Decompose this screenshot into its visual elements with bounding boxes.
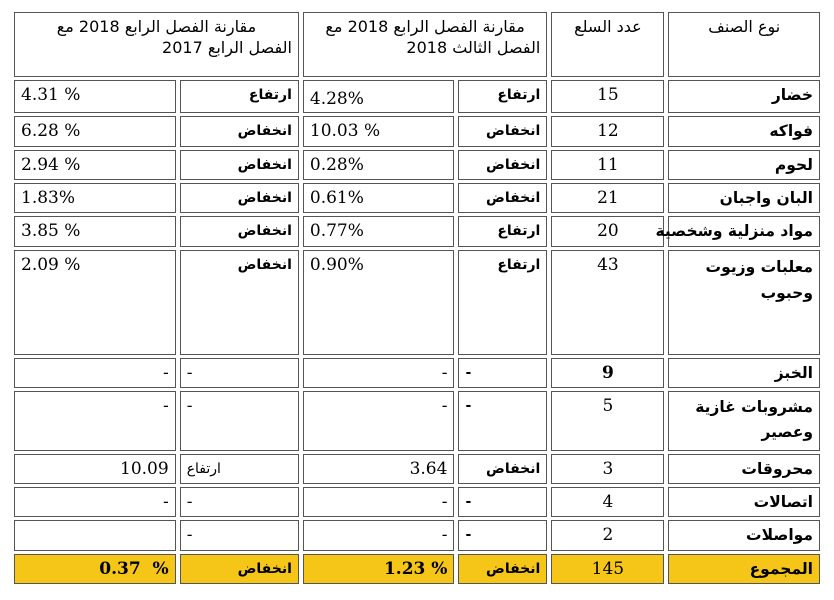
row-count: 11	[551, 150, 664, 180]
row-q3-value: -	[303, 358, 455, 388]
table-row	[14, 454, 820, 484]
row-2017-direction: -	[180, 487, 299, 517]
row-q3-direction: -	[458, 487, 547, 517]
row-2017-value: 4.31 %	[14, 80, 176, 114]
table-row	[14, 183, 820, 213]
header-count: عدد السلع	[551, 12, 664, 77]
row-count: 9	[551, 358, 664, 388]
row-2017-direction: ارتفاع	[180, 80, 299, 114]
row-q3-value: 4.28%	[303, 80, 455, 114]
row-count: 15	[551, 80, 664, 114]
row-count: 21	[551, 183, 664, 213]
row-q3-value: 0.28%	[303, 150, 455, 180]
row-q3-direction: ارتفاع	[458, 250, 547, 355]
table-row	[14, 487, 820, 517]
row-2017-value: -	[14, 358, 176, 388]
row-q3-value: -	[303, 391, 455, 451]
row-2017-direction: ارتفاع	[180, 454, 299, 484]
table-row	[14, 250, 820, 355]
row-2017-value: -	[14, 487, 176, 517]
header-2017-comparison	[14, 12, 299, 77]
row-category: معلبات وزيوت وحبوب	[668, 250, 820, 355]
table-row	[14, 80, 820, 114]
row-count: 3	[551, 454, 664, 484]
row-2017-direction: انخفاض	[180, 250, 299, 355]
row-2017-direction: -	[180, 520, 299, 550]
row-2017-value: 2.09 %	[14, 250, 176, 355]
row-q3-value: 0.77%	[303, 216, 455, 246]
total-count: 145	[551, 554, 664, 584]
table-row	[14, 216, 820, 246]
row-2017-value	[14, 520, 176, 550]
row-q3-direction: -	[458, 391, 547, 451]
row-count: 5	[551, 391, 664, 451]
price-comparison-table	[10, 9, 824, 587]
row-2017-value: -	[14, 391, 176, 451]
table-row	[14, 150, 820, 180]
row-2017-value: 6.28 %	[14, 116, 176, 146]
row-category: مواصلات	[668, 520, 820, 550]
row-q3-direction: انخفاض	[458, 183, 547, 213]
row-count: 20	[551, 216, 664, 246]
row-count: 12	[551, 116, 664, 146]
row-2017-value: 1.83%	[14, 183, 176, 213]
row-2017-value: 3.85 %	[14, 216, 176, 246]
total-q3-value: 1.23 %	[303, 554, 455, 584]
table-row	[14, 116, 820, 146]
row-category: لحوم	[668, 150, 820, 180]
table-row	[14, 391, 820, 451]
row-2017-direction: انخفاض	[180, 216, 299, 246]
table-row	[14, 520, 820, 550]
header-row	[14, 12, 820, 77]
row-2017-direction: -	[180, 358, 299, 388]
row-q3-direction: انخفاض	[458, 454, 547, 484]
row-category: البان واجبان	[668, 183, 820, 213]
row-2017-direction: انخفاض	[180, 116, 299, 146]
total-q3-direction: انخفاض	[458, 554, 547, 584]
table-row	[14, 358, 820, 388]
row-category: مواد منزلية وشخصية	[668, 216, 820, 246]
row-q3-value: -	[303, 520, 455, 550]
header-q3-comparison	[303, 12, 547, 77]
total-category: المجموع	[668, 554, 820, 584]
header-2017-line1: مقارنة الفصل الرابع 2018 مع	[56, 17, 257, 36]
row-category: مشروبات غازية وعصير	[668, 391, 820, 451]
row-q3-direction: -	[458, 358, 547, 388]
row-category: الخبز	[668, 358, 820, 388]
row-q3-direction: انخفاض	[458, 116, 547, 146]
row-q3-value: 0.61%	[303, 183, 455, 213]
row-category: خضار	[668, 80, 820, 114]
row-2017-direction: انخفاض	[180, 183, 299, 213]
header-category: نوع الصنف	[668, 12, 820, 77]
header-2017-line2: الفصل الرابع 2017	[162, 38, 292, 57]
row-q3-direction: انخفاض	[458, 150, 547, 180]
row-2017-direction: انخفاض	[180, 150, 299, 180]
row-count: 43	[551, 250, 664, 355]
total-2017-direction: انخفاض	[180, 554, 299, 584]
row-q3-direction: ارتفاع	[458, 80, 547, 114]
row-q3-value: 3.64	[303, 454, 455, 484]
row-category: فواكه	[668, 116, 820, 146]
total-row	[14, 554, 820, 584]
row-category: اتصالات	[668, 487, 820, 517]
header-q3-line2: الفصل الثالث 2018	[406, 38, 541, 57]
row-count: 2	[551, 520, 664, 550]
row-2017-direction: -	[180, 391, 299, 451]
row-q3-value: 0.90%	[303, 250, 455, 355]
row-q3-value: -	[303, 487, 455, 517]
row-q3-value: 10.03 %	[303, 116, 455, 146]
row-q3-direction: ارتفاع	[458, 216, 547, 246]
total-2017-value: 0.37 %	[14, 554, 176, 584]
row-2017-value: 10.09	[14, 454, 176, 484]
header-q3-line1: مقارنة الفصل الرابع 2018 مع	[325, 17, 525, 36]
row-count: 4	[551, 487, 664, 517]
row-category: محروقات	[668, 454, 820, 484]
row-2017-value: 2.94 %	[14, 150, 176, 180]
row-q3-direction: -	[458, 520, 547, 550]
